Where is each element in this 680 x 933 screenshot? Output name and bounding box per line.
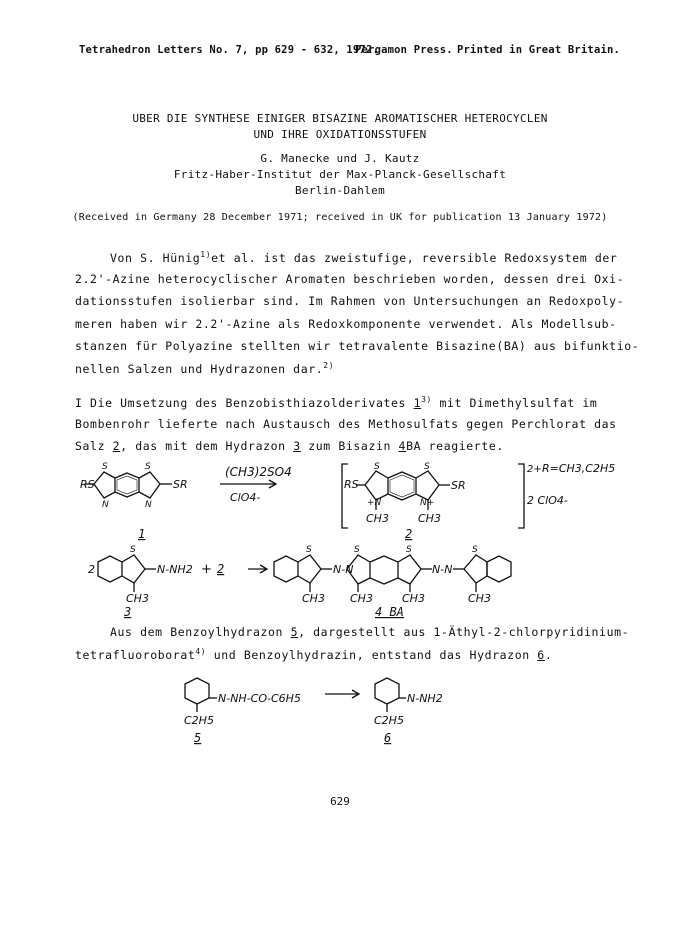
affiliation-line-2: Berlin-Dahlem [295, 184, 385, 197]
compound-1-structure [85, 472, 172, 498]
para3-text-a: Aus dem Benzoylhydrazon [110, 625, 291, 639]
para2-line-3 [75, 439, 504, 453]
nitrogen-plus-atom: N+ [420, 498, 435, 508]
compound-ref-4: 4 [398, 439, 407, 453]
para1-line-4: meren haben wir 2.2'-Azine als Redoxkomponente verwendet. Als Modellsub- [75, 317, 617, 331]
para1-line-3: dationsstufen isolierbar sind. Im Rahmen von Untersuchungen an Redoxpoly- [75, 294, 625, 308]
nitrogen-atom: N [145, 500, 152, 510]
counterion-label: 2 ClO4- [527, 494, 568, 507]
azine-link: N-N [333, 563, 354, 576]
para1-text-6: nellen Salzen und Hydrazonen dar. [75, 361, 324, 376]
para3-text-b: , dargestellt aus 1-Äthyl-2-chlorpyridinium- [298, 625, 630, 639]
sr-group-right: SR [173, 478, 188, 491]
para1-text-b: et al. ist das zweistufige, reversible Redoxsystem der [211, 250, 618, 265]
sulfur-atom: S [354, 545, 360, 555]
coefficient: 2 [88, 563, 95, 576]
hydrazone-group: N-NH2 [407, 692, 443, 705]
sulfur-atom: S [145, 462, 151, 472]
para3-line-1 [110, 625, 629, 639]
ref-4: 4) [195, 647, 207, 656]
ethyl-group: C2H5 [184, 714, 214, 727]
methyl-group: CH3 [350, 592, 373, 605]
compound-ref-1: 1 [413, 395, 422, 410]
scheme-1 [80, 458, 620, 546]
compound-label-1: 1 [138, 527, 146, 541]
para3-line-2 [75, 647, 552, 662]
compound-label-5: 5 [194, 731, 202, 745]
reagent-dimethylsulfate: (CH3)2SO4 [225, 465, 292, 479]
sr-group-right: SR [451, 479, 466, 492]
title-line-2: UND IHRE OXIDATIONSSTUFEN [253, 128, 427, 141]
para1-line-2: 2.2'-Azine heterocyclischer Aromaten beschrieben worden, dessen drei Oxi- [75, 272, 625, 286]
compound-3-structure [98, 555, 156, 592]
compound-label-6: 6 [384, 731, 392, 745]
hydrazone-group: N-NH2 [157, 563, 193, 576]
authors: G. Manecke und J. Kautz [260, 152, 420, 165]
para2-line-1 [75, 395, 597, 410]
para2-text-d: , das mit dem Hydrazon [120, 439, 294, 453]
sulfur-atom: S [130, 545, 136, 555]
methyl-group: CH3 [402, 592, 425, 605]
para1-line-5: stanzen für Polyazine stellten wir tetravalente Bisazine(BA) aus bifunktio- [75, 339, 640, 353]
title-line-1: UBER DIE SYNTHESE EINIGER BISAZINE AROMATISCHER HETEROCYCLEN [132, 112, 548, 125]
r-definition: R=CH3,C2H5 [542, 462, 616, 475]
sulfur-atom: S [102, 462, 108, 472]
reagent-perchlorate: ClO4- [230, 491, 261, 504]
sulfur-atom: S [472, 545, 478, 555]
para3-text-d: und Benzoylhydrazin, entstand das Hydrazon [206, 647, 538, 662]
compound-ref-2: 2 [112, 439, 121, 453]
nitrogen-plus-atom: +N [367, 498, 382, 508]
received-note: (Received in Germany 28 December 1971; received in UK for publication 13 January 1972) [72, 212, 608, 223]
affiliation-line-1: Fritz-Haber-Institut der Max-Planck-Gesellschaft [173, 168, 507, 181]
ref-2: 2) [323, 361, 335, 370]
compound-label-2: 2 [405, 527, 413, 541]
ethyl-group: C2H5 [374, 714, 404, 727]
sulfur-atom: S [306, 545, 312, 555]
rs-group-left: RS [344, 478, 359, 491]
methyl-group: CH3 [468, 592, 491, 605]
para2-text-c: Salz [75, 439, 113, 453]
sulfur-atom: S [374, 462, 380, 472]
publisher: Pergamon Press. [355, 44, 453, 56]
para2-line-2: Bombenrohr lieferte nach Austausch des Methosulfats gegen Perchlorat das [75, 417, 617, 431]
ref-1: 1) [200, 250, 212, 259]
para1-line-1 [110, 250, 617, 265]
para2-text-a: I Die Umsetzung des Benzobisthiazolderivates [75, 395, 414, 410]
compound-ref-5: 5 [290, 625, 299, 639]
printed-in: Printed in Great Britain. [457, 44, 621, 56]
ref-3: 3) [421, 395, 432, 404]
sulfur-atom: S [424, 462, 430, 472]
para2-text-b: mit Dimethylsulfat im [431, 395, 598, 410]
scheme-3 [180, 670, 500, 750]
compound-ref-6: 6 [537, 647, 545, 662]
compound-label-4: 4 BA [375, 605, 404, 619]
azine-link: N-N [432, 563, 453, 576]
benzoylhydrazone-group: N-NH-CO-C6H5 [218, 692, 301, 705]
reactant-label-2: 2 [217, 562, 225, 576]
para1-line-6 [75, 361, 334, 376]
journal-citation: Tetrahedron Letters No. 7, pp 629 - 632, 1972. [79, 44, 379, 56]
compound-ref-3: 3 [293, 439, 301, 453]
para1-text-a: Von S. Hünig [110, 250, 201, 265]
methyl-group: CH3 [366, 512, 389, 525]
sulfur-atom: S [406, 545, 412, 555]
scheme-2 [88, 542, 608, 622]
para3-text-c: tetrafluoroborat [75, 647, 196, 662]
para2-text-f: BA reagierte. [406, 439, 504, 453]
para3-text-e: . [544, 647, 553, 662]
compound-5-structure [185, 678, 217, 712]
methyl-group: CH3 [126, 592, 149, 605]
methyl-group: CH3 [302, 592, 325, 605]
plus-sign: + [201, 562, 212, 577]
page-number: 629 [330, 795, 350, 808]
charge-label: 2+ [527, 464, 542, 475]
methyl-group: CH3 [418, 512, 441, 525]
rs-group-left: RS [80, 478, 95, 491]
nitrogen-atom: N [102, 500, 109, 510]
compound-label-3: 3 [124, 605, 132, 619]
compound-4-structure [274, 555, 511, 592]
compound-6-structure [375, 678, 406, 712]
para2-text-e: zum Bisazin [300, 439, 399, 453]
